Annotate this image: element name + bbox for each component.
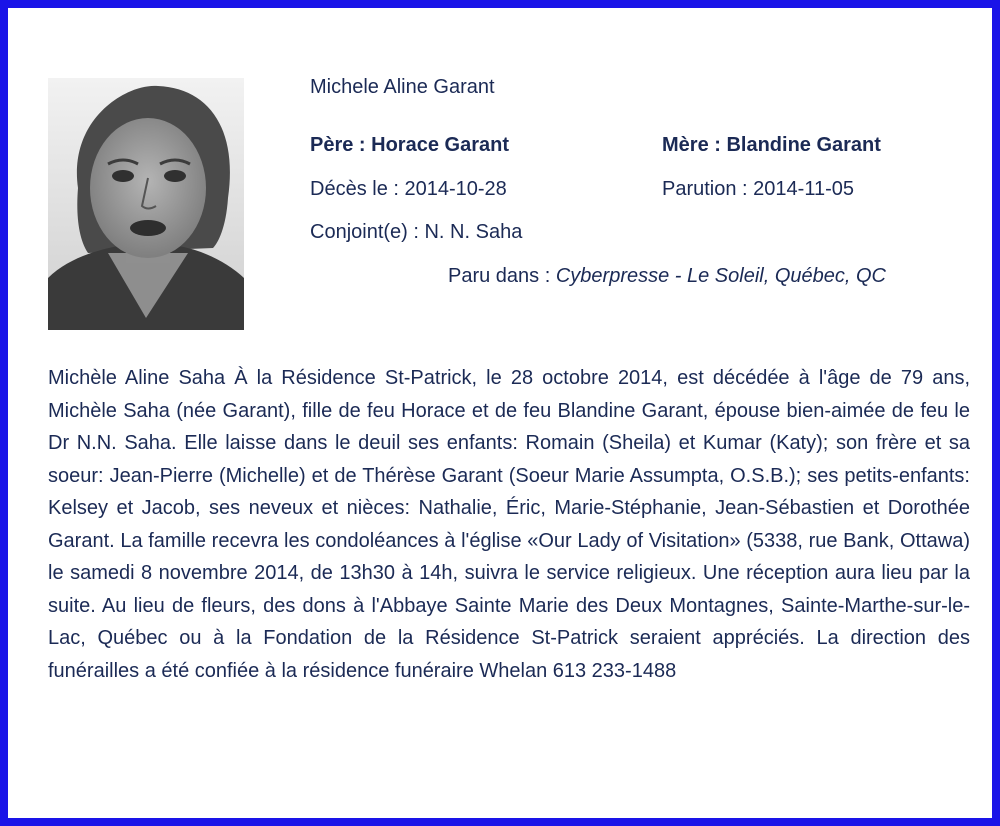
portrait-photo — [48, 78, 244, 330]
death-date: Décès le : 2014-10-28 — [310, 178, 507, 200]
deceased-name: Michele Aline Garant — [310, 76, 495, 98]
published-in-label: Paru dans : — [448, 265, 556, 287]
mother-name: Mère : Blandine Garant — [662, 134, 881, 156]
published-in — [448, 265, 886, 288]
father-name: Père : Horace Garant — [310, 134, 509, 156]
obituary-text: Michèle Aline Saha À la Résidence St-Patrick, le 28 octobre 2014, est décédée à l'âge de 79 ans, Michèle Saha (née Garant), fille de feu Horace et de feu Blandine Garant, épouse bien-aimée de feu le Dr N.N. Saha. Elle laisse dans le deuil ses enfants: Romain (Sheila) et Kumar (Katy); son frère et sa soeur: Jean-Pierre (Michelle) et de Thérèse Garant (Soeur Marie Assumpta, O.S.B.); ses petits-enfants: Kelsey et Jacob, ses neveux et nièces: Nathalie, Éric, Marie-Stéphanie, Jean-Sébastien et Dorothée Garant. La famille recevra les condoléances à l'église «Our Lady of Visitation» (5338, rue Bank, Ottawa) le samedi 8 novembre 2014, de 13h30 à 14h, suivra le service religieux. Une réception aura lieu par la suite. Au lieu de fleurs, des dons à l'Abbaye Sainte Marie des Deux Montagnes, Sainte-Marthe-sur-le-Lac, Québec ou à la Fondation de la Résidence St-Patrick seraient appréciés. La direction des funérailles a été confiée à la résidence funéraire Whelan 613 233-1488 — [48, 367, 970, 682]
spouse-name: Conjoint(e) : N. N. Saha — [310, 221, 523, 243]
published-in-value: Cyberpresse - Le Soleil, Québec, QC — [555, 265, 886, 287]
publication-date: Parution : 2014-11-05 — [662, 178, 854, 200]
